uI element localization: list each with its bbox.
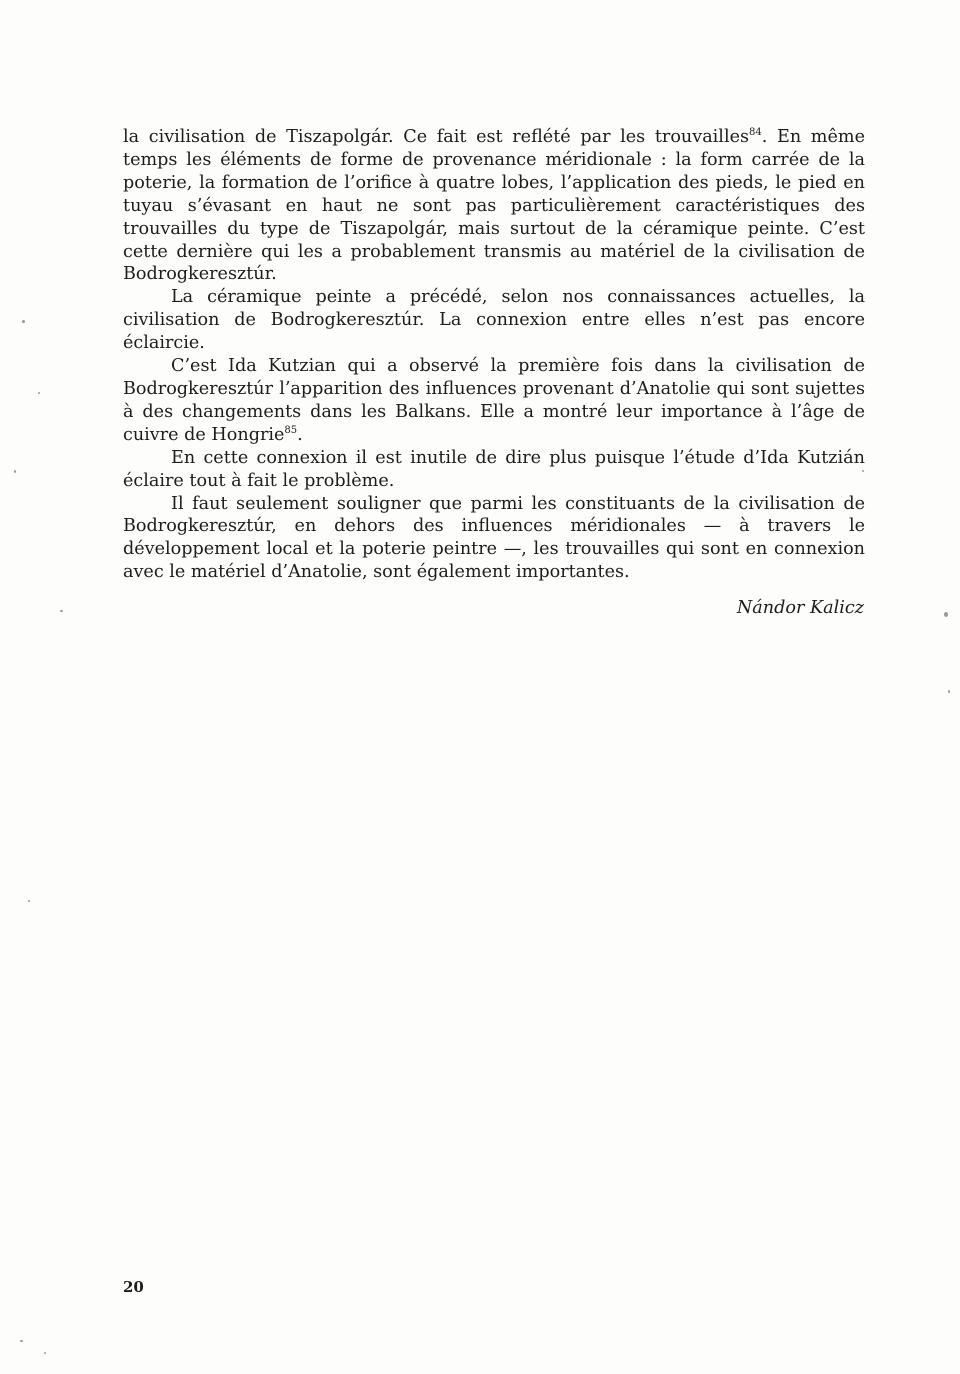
scan-speck [44,1352,46,1354]
footnote-ref-84: 84 [749,127,762,138]
body-text [123,126,865,584]
paragraph-text-continued: . [297,424,303,445]
page-number: 20 [123,1278,144,1296]
paragraph-5 [123,493,865,585]
paragraph-text: En cette connexion il est inutile de dire plus puisque l’étude d’Ida Kutzián éclaire tout à fait le problème. [123,447,865,491]
scan-speck [948,690,950,693]
scan-speck [862,470,864,472]
scan-speck [22,320,25,323]
paragraph-3 [123,355,865,447]
paragraph-text: C’est Ida Kutzian qui a observé la première fois dans la civilisation de Bodrogkeresztúr l’apparition des influences provenant d’Anatolie qui sont sujettes à des changements dans les Balkans. Elle a montré leur importance à l’âge de cuivre de Hongrie [123,356,865,445]
paragraph-text-continued: . En même temps les éléments de forme de provenance méridionale : la form carrée de la poterie, la formation de l’orifice à quatre lobes, l’application des pieds, le pied en tuyau s’évasant en haut ne sont pas particulièrement caractéristiques des trouvailles du type de Tiszapolgár, mais surtout de la céramique peinte. C’est cette dernière qui les a probablement transmis au matériel de la civilisation de Bodrogkeresztúr. [123,127,865,285]
paragraph-2 [123,286,865,355]
scan-speck [38,392,40,394]
author-signature: Nándor Kalicz [736,598,864,618]
scan-speck [14,470,16,473]
paragraph-1 [123,126,865,286]
scan-speck [20,1340,23,1342]
paragraph-4 [123,447,865,493]
paragraph-text: la civilisation de Tiszapolgár. Ce fait est reflété par les trouvailles [123,127,750,147]
scan-speck [944,612,948,617]
scan-speck [60,610,63,612]
paragraph-text: Il faut seulement souligner que parmi les constituants de la civilisation de Bodrogkeresztúr, en dehors des influences méridionales — à travers le développement local et la poterie peintre —, les trouvailles qui sont en connexion avec le matériel d’Anatolie, sont également importantes. [123,493,865,583]
footnote-ref-85: 85 [284,424,298,436]
paragraph-text: La céramique peinte a précédé, selon nos connaissances actuelles, la civilisation de Bodrogkeresztúr. La connexion entre elles n’est pas encore éclaircie. [123,287,865,354]
scan-speck [28,900,30,902]
